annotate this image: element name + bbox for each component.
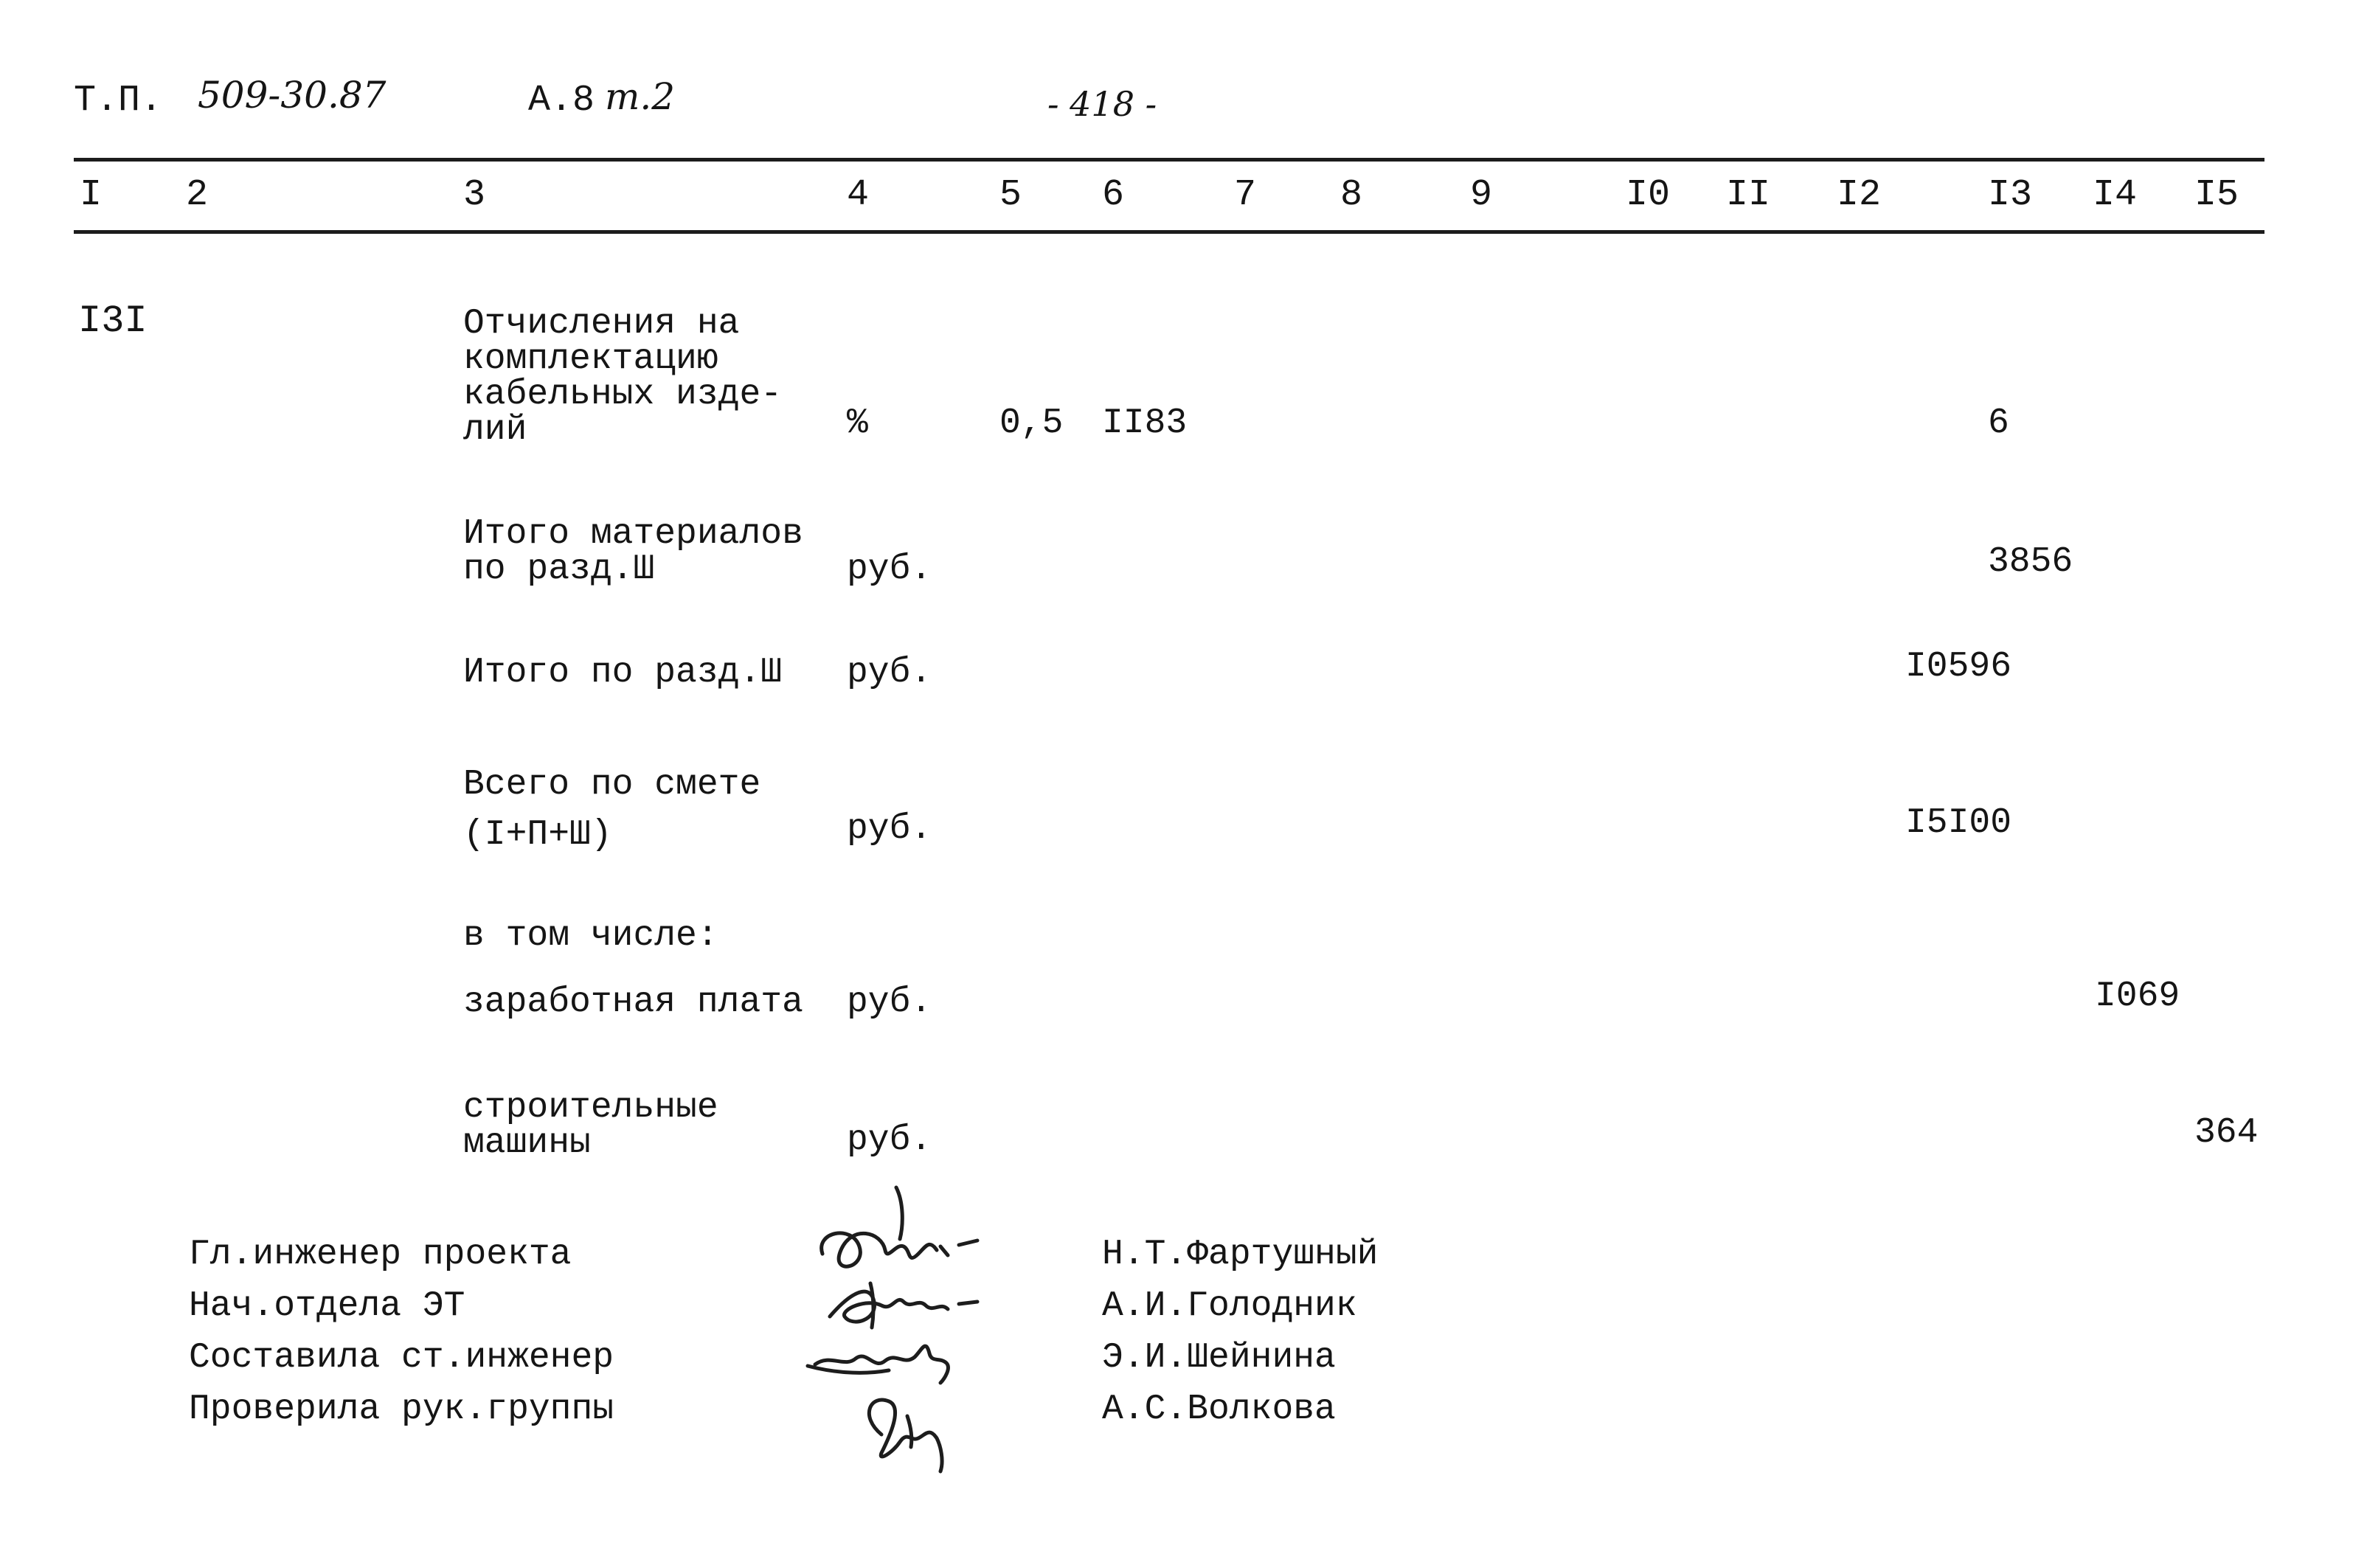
row-description: Отчисления на комплектацию кабельных изде- лий (463, 304, 783, 450)
row-col15-value: 364 (2194, 1113, 2259, 1153)
header-top-rule (74, 158, 2264, 162)
signature-position: Проверила рук.группы (189, 1390, 614, 1429)
col-header-3: 3 (463, 174, 486, 216)
signature-position: Гл.инженер проекта (189, 1235, 572, 1274)
row-col13-value: 3856 (1988, 542, 2073, 582)
signature-name: А.И.Голодник (1102, 1286, 1357, 1326)
col-header-10: I0 (1626, 174, 1671, 216)
col-header-15: I5 (2194, 174, 2239, 216)
signature-position: Составила ст.инженер (189, 1338, 614, 1378)
album-suffix: т.2 (605, 75, 676, 118)
col-header-1: I (80, 174, 103, 216)
header-bottom-rule (74, 230, 2264, 234)
row-unit: руб. (847, 1120, 932, 1160)
row-unit: руб. (847, 653, 932, 693)
row-description: строительные машины (463, 1088, 718, 1163)
row-unit: % (847, 403, 868, 443)
signature-position: Нач.отдела ЭТ (189, 1286, 465, 1326)
col-header-14: I4 (2093, 174, 2138, 216)
signature-2-scribble (830, 1283, 977, 1328)
signature-name: Н.Т.Фартушный (1102, 1235, 1379, 1274)
col-header-7: 7 (1234, 174, 1257, 216)
col-header-8: 8 (1340, 174, 1363, 216)
row-col13-value: 6 (1988, 403, 2009, 443)
col-header-5: 5 (999, 174, 1022, 216)
col-header-2: 2 (186, 174, 209, 216)
doc-prefix: Т.П. (74, 80, 163, 122)
row-description: заработная плата (463, 982, 803, 1022)
row-unit: руб. (847, 549, 932, 589)
signature-4-scribble (869, 1400, 942, 1471)
row-col12-value: I5I00 (1905, 803, 2012, 843)
col-header-11: II (1726, 174, 1771, 216)
row-unit: руб. (847, 809, 932, 849)
signature-positions (189, 1229, 614, 1435)
row-description: Всего по смете (I+П+Ш) (463, 765, 761, 855)
col-header-6: 6 (1102, 174, 1125, 216)
row-number: I3I (78, 299, 148, 343)
page-number: - 418 - (1047, 84, 1157, 124)
handwritten-signatures (800, 1173, 1022, 1482)
signature-name: А.С.Волкова (1102, 1390, 1336, 1429)
project-number: 509-30.87 (198, 74, 387, 117)
signature-names (1102, 1229, 1378, 1435)
col-header-9: 9 (1470, 174, 1493, 216)
signature-3-scribble (808, 1346, 948, 1383)
col-header-4: 4 (847, 174, 870, 216)
row-description: Итого по разд.Ш (463, 653, 783, 693)
row-description: Итого материалов по разд.Ш (463, 514, 803, 589)
signature-1-scribble (822, 1187, 977, 1266)
row-unit: руб. (847, 982, 932, 1022)
row-col14-value: I069 (2095, 976, 2180, 1016)
row-description: в том числе: (463, 916, 718, 956)
row-col6-value: II83 (1102, 403, 1188, 443)
album-label: А.8 (528, 80, 595, 122)
row-col12-value: I0596 (1905, 647, 2012, 687)
row-col5-value: 0,5 (999, 403, 1064, 443)
col-header-12: I2 (1837, 174, 1882, 216)
signature-name: Э.И.Шейнина (1102, 1338, 1336, 1378)
col-header-13: I3 (1988, 174, 2033, 216)
